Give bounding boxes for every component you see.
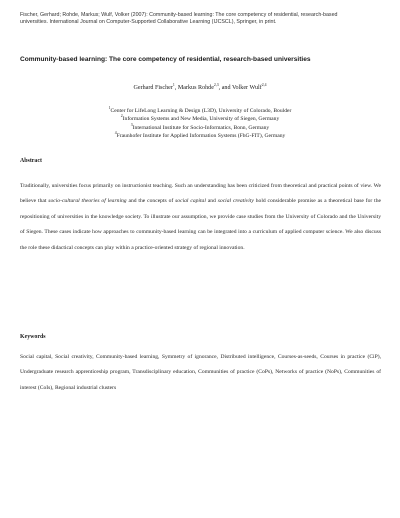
author-separator: , — [174, 85, 178, 92]
affiliation-marker: 1 — [108, 106, 111, 111]
citation-header: Fischer, Gerhard; Rohde, Markus; Wulf, Volker (2007): Community-based learning: The core competency of residential, research-based universities. International Journal on Computer-Supported Collaborative Learning (IJCSCL), Springer, in print. — [20, 12, 338, 25]
keywords-body: Social capital, Social creativity, Community-based learning, Symmetry of ignorance, Distributed intelligence, Courses-as-seeds, Courses in practice (CiP), Undergraduate research apprenticeship program, Transdisciplinary education, Communities of practice (CoPs), Networks of practice (NoPs), Communities of interest (CoIs), Regional industrial clusters — [20, 354, 381, 391]
abstract-text: Traditionally, universities focus primarily on instructionist teaching. Such an understanding has been criticized from theoretical and practical points of view. We believe that — [20, 183, 381, 205]
affiliation-line — [0, 107, 400, 115]
author-affiliation-marker: 2,3 — [213, 83, 219, 87]
affiliation-text: International Institute for Socio-Informatics, Bonn, Germany — [132, 124, 270, 131]
author-list — [0, 85, 400, 91]
affiliation-marker: 3 — [130, 122, 133, 127]
abstract-text: and — [205, 198, 218, 205]
affiliation-text: Center for LifeLong Learning & Design (L3D), University of Colorado, Boulder — [110, 108, 292, 114]
abstract-emphasis: socio-cultural theories of learning — [48, 198, 127, 205]
author-affiliation-marker: 1 — [172, 83, 175, 87]
affiliation-text: Fraunhofer Institute for Applied Information Systems (FhG-FIT), Germany — [116, 133, 286, 140]
abstract-emphasis: social creativity — [217, 198, 254, 205]
abstract-text: and the concepts of — [126, 198, 176, 205]
affiliation-line — [0, 115, 400, 123]
affiliation-marker: 2 — [120, 114, 123, 119]
affiliation-line — [0, 132, 400, 140]
author-name: Markus Rohde — [177, 85, 214, 92]
affiliation-marker: 4 — [114, 131, 117, 136]
abstract-emphasis: social capital — [175, 198, 206, 205]
affiliation-list — [0, 107, 400, 141]
affiliation-text: Information Systems and New Media, University of Siegen, Germany — [122, 116, 280, 123]
keywords-heading: Keywords — [20, 334, 46, 340]
author-separator: , and — [218, 85, 232, 92]
abstract-text: hold considerable promise as a theoretical base for the repositioning of universities in the knowledge society. To illustrate our assumption, we provide case studies from the University of Colorado and the University of Siegen. These cases indicate how approaches to community-based learning can be integrated into a curriculum of applied computer science. We also discuss the role these didactical concepts can play within a practice-oriented strategy of regional innovation. — [20, 198, 381, 251]
paper-title: Community-based learning: The core competency of residential, research-based universities — [20, 56, 311, 63]
author-affiliation-marker: 2,4 — [261, 83, 267, 87]
author-name: Gerhard Fischer — [133, 85, 173, 92]
author-name: Volker Wulf — [231, 85, 262, 92]
abstract-body — [20, 179, 381, 256]
affiliation-line — [0, 124, 400, 132]
abstract-heading: Abstract — [20, 158, 42, 164]
